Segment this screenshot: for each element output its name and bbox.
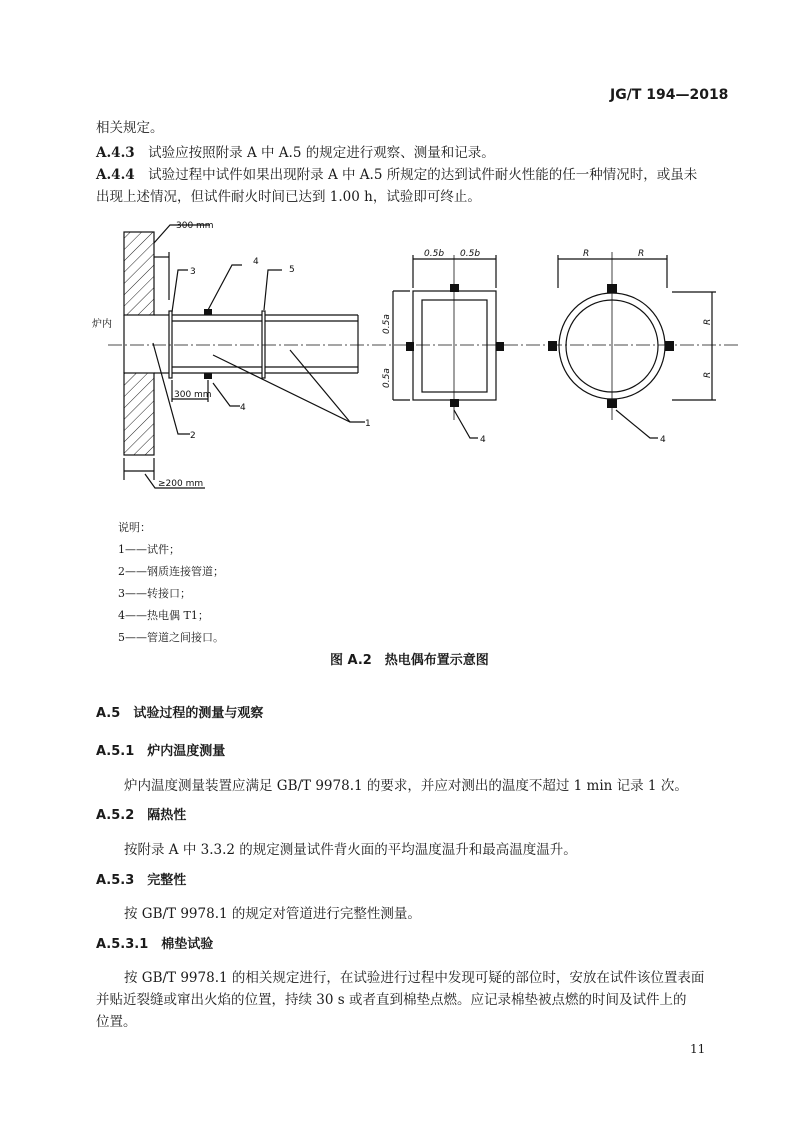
section-a52-heading	[96, 807, 186, 825]
legend-item: 1——试件；	[118, 543, 180, 556]
callout-4-top: 4	[253, 257, 259, 267]
dim-r-top: R	[703, 318, 713, 325]
callout-3: 3	[190, 267, 196, 277]
section-a53-text: 按 GB/T 9978.1 的规定对管道进行完整性测量。	[124, 906, 421, 922]
section-a5-heading	[96, 705, 263, 723]
section-number: A.5.3.1	[96, 937, 149, 952]
section-a51-heading	[96, 743, 225, 761]
rect-section-outer	[413, 291, 496, 400]
clause-number: A.4.3	[96, 145, 135, 161]
dim-r-left: R	[583, 249, 590, 259]
section-number: A.5.2	[96, 808, 135, 823]
section-title: 棉垫试验	[161, 937, 214, 952]
legend-title: 说明：	[118, 521, 151, 534]
dim-r-right: R	[638, 249, 645, 259]
thermocouple-layout-figure	[0, 0, 800, 500]
dim-300-bottom: 300 mm	[174, 390, 212, 400]
dim-300-top: 300 mm	[176, 221, 214, 231]
paragraph-continuation: 相关规定。	[96, 120, 164, 136]
section-number: A.5.3	[96, 873, 135, 888]
section-a52-text: 按附录 A 中 3.3.2 的规定测量试件背火面的平均温度温升和最高温度温升。	[124, 842, 577, 858]
section-a531-text-line1: 按 GB/T 9978.1 的相关规定进行，在试验进行过程中发现可疑的部位时，安放在试件该位置表面	[124, 970, 705, 986]
furnace-wall-top	[124, 232, 154, 315]
dim-0.5b-right: 0.5b	[460, 249, 481, 259]
callout-5: 5	[289, 265, 295, 275]
legend-item: 2——钢质连接管道；	[118, 565, 224, 578]
section-title: 炉内温度测量	[147, 744, 226, 759]
standard-code: JG/T 194—2018	[610, 87, 729, 103]
dim-r-bottom: R	[703, 371, 713, 378]
legend-item: 4——热电偶 T1；	[118, 609, 209, 622]
dim-0.5a-top: 0.5a	[382, 314, 392, 334]
section-a531-text-line3: 位置。	[96, 1014, 137, 1030]
furnace-wall-bottom	[124, 373, 154, 455]
pipe-joint	[262, 311, 265, 378]
page-number: 11	[690, 1042, 706, 1056]
thermocouples	[204, 284, 674, 408]
section-a531-text-line2: 并贴近裂缝或窜出火焰的位置，持续 30 s 或者直到棉垫点燃。应记录棉垫被点燃的时间及试件上的	[96, 992, 687, 1008]
furnace-inside-label: 炉内	[92, 319, 112, 330]
rect-callout-4: 4	[480, 435, 486, 445]
section-a51-text: 炉内温度测量装置应满足 GB/T 9978.1 的要求，并应对测出的温度不超过 1 min 记录 1 次。	[124, 778, 688, 794]
circ-callout-4: 4	[660, 435, 666, 445]
section-a53-heading	[96, 872, 186, 890]
section-number: A.5	[96, 706, 121, 721]
figure-caption: 图 A.2 热电偶布置示意图	[330, 653, 489, 668]
callout-2: 2	[190, 431, 196, 441]
rect-section-inner	[422, 300, 487, 392]
legend-item: 3——转接口；	[118, 587, 191, 600]
section-number: A.5.1	[96, 744, 135, 759]
clause-text: 试验过程中试件如果出现附录 A 中 A.5 所规定的达到试件耐火性能的任一种情况时，或虽未	[148, 167, 698, 183]
legend-item: 5——管道之间接口。	[118, 631, 224, 644]
clause-text: 试验应按照附录 A 中 A.5 的规定进行观察、测量和记录。	[148, 145, 495, 161]
section-title: 试验过程的测量与观察	[133, 706, 264, 721]
clause-a444-line2: 出现上述情况，但试件耐火时间已达到 1.00 h，试验即可终止。	[96, 189, 481, 205]
dim-0.5a-bottom: 0.5a	[382, 368, 392, 388]
adapter-flange	[169, 311, 172, 378]
clause-number: A.4.4	[96, 167, 135, 183]
figure-legend	[118, 517, 224, 649]
dim-200: ≥200 mm	[158, 479, 204, 489]
section-title: 隔热性	[147, 808, 187, 823]
callout-1: 1	[365, 419, 371, 429]
section-a531-heading	[96, 936, 213, 954]
dim-0.5b-left: 0.5b	[424, 249, 445, 259]
callout-4-bottom: 4	[240, 403, 246, 413]
section-title: 完整性	[147, 873, 187, 888]
